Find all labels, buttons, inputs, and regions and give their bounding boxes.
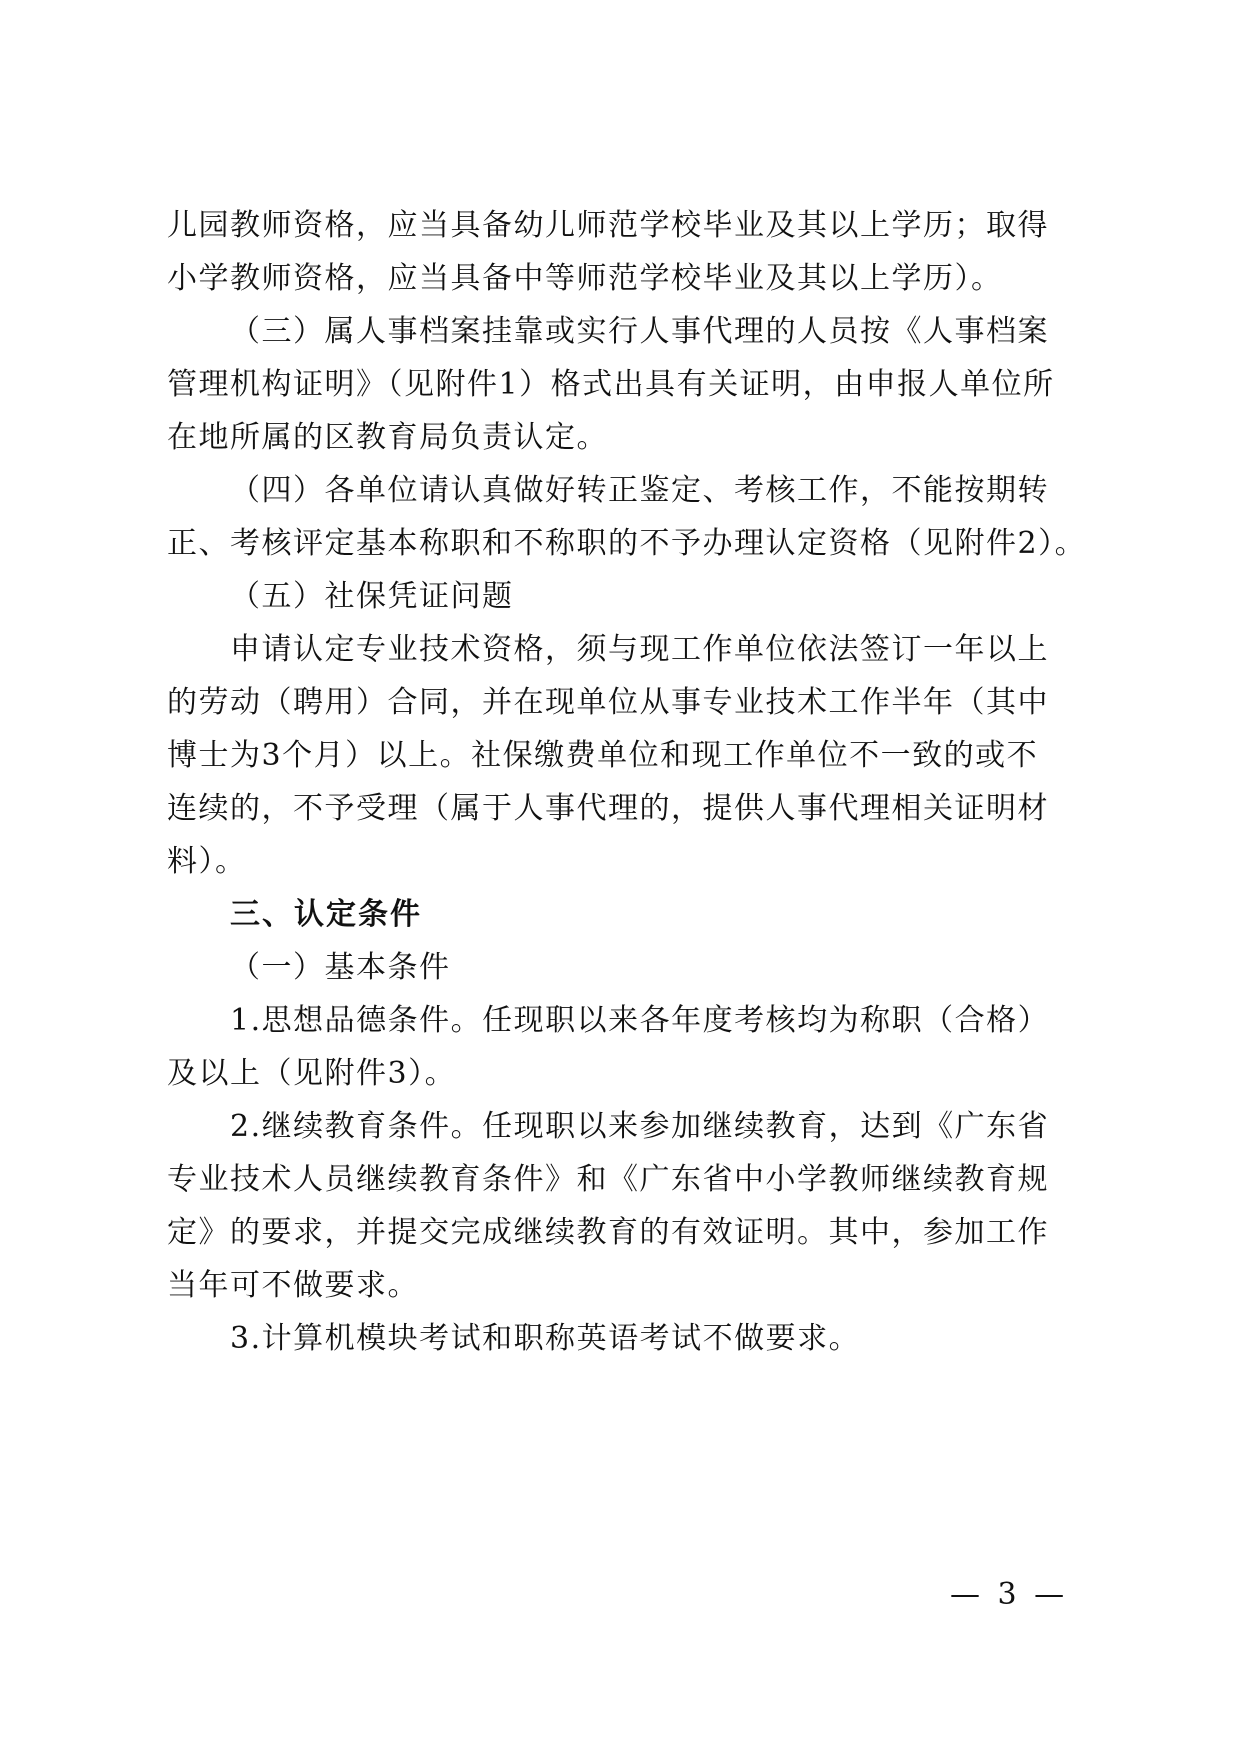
text-line-16: 1.思想品德条件。任现职以来各年度考核均为称职（合格） <box>230 1003 1050 1038</box>
text-line-3: （三）属人事档案挂靠或实行人事代理的人员按《人事档案 <box>230 314 1049 349</box>
text-line-22: 3.计算机模块考试和职称英语考试不做要求。 <box>230 1321 861 1356</box>
text-line-10: 的劳动（聘用）合同，并在现单位从事专业技术工作半年（其中 <box>167 685 1049 720</box>
text-line-1: 儿园教师资格，应当具备幼儿师范学校毕业及其以上学历；取得 <box>167 208 1049 243</box>
text-line-12: 连续的，不予受理（属于人事代理的，提供人事代理相关证明材 <box>167 791 1049 826</box>
text-line-8: （五）社保凭证问题 <box>230 579 514 614</box>
page-number: — 3 — <box>950 1577 1069 1612</box>
text-line-21: 当年可不做要求。 <box>167 1268 419 1303</box>
text-line-7: 正、考核评定基本称职和不称职的不予办理认定资格（见附件2）。 <box>167 526 1087 561</box>
text-line-6: （四）各单位请认真做好转正鉴定、考核工作，不能按期转 <box>230 473 1049 508</box>
text-line-17: 及以上（见附件3）。 <box>167 1056 457 1091</box>
text-line-11: 博士为3个月）以上。社保缴费单位和现工作单位不一致的或不 <box>167 738 1039 773</box>
subsection-heading: （一）基本条件 <box>230 950 451 985</box>
text-line-5: 在地所属的区教育局负责认定。 <box>167 420 608 455</box>
text-line-20: 定》的要求，并提交完成继续教育的有效证明。其中，参加工作 <box>167 1215 1049 1250</box>
text-line-4: 管理机构证明》（见附件1）格式出具有关证明，由申报人单位所 <box>167 367 1055 402</box>
text-line-9: 申请认定专业技术资格，须与现工作单位依法签订一年以上 <box>230 632 1049 667</box>
text-line-2: 小学教师资格，应当具备中等师范学校毕业及其以上学历）。 <box>167 261 1003 296</box>
section-heading: 三、认定条件 <box>230 897 422 932</box>
text-line-13: 料）。 <box>167 844 247 879</box>
text-line-18: 2.继续教育条件。任现职以来参加继续教育，达到《广东省 <box>230 1109 1050 1144</box>
text-line-19: 专业技术人员继续教育条件》和《广东省中小学教师继续教育规 <box>167 1162 1049 1197</box>
